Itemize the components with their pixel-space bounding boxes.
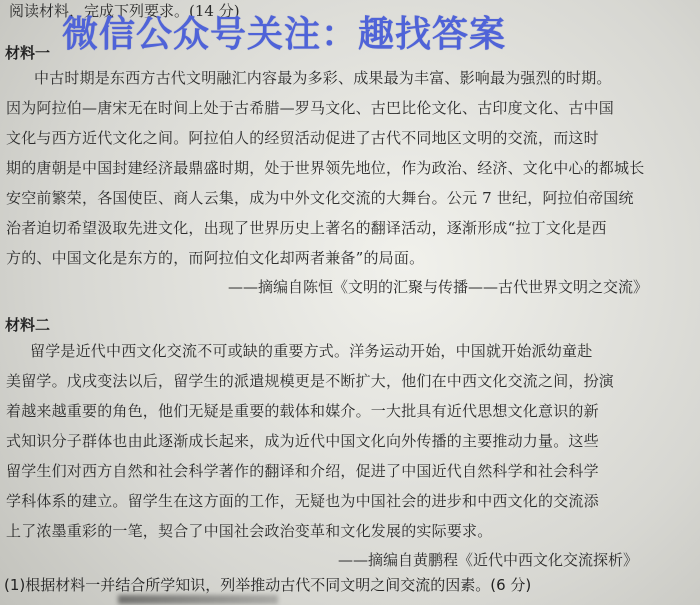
material2-line: 留学生们对西方自然和社会科学著作的翻译和介绍，促进了中国近代自然科学和社会科学 [6, 462, 599, 480]
material1-label: 材料一 [5, 44, 51, 62]
material2-line: 留学是近代中西文化交流不可或缺的重要方式。洋务运动开始，中国就开始派幼童赴 [30, 342, 593, 360]
material1-line: 中古时期是东西方古代文明融汇内容最为多彩、成果最为丰富、影响最为强烈的时期。 [34, 69, 612, 87]
material2-line: 着越来越重要的角色，他们无疑是重要的载体和媒介。一大批具有近代思想文化意识的新 [6, 402, 599, 420]
handwriting-smudge [118, 595, 278, 604]
material2-label: 材料二 [5, 316, 51, 334]
material2-line: 式知识分子群体也由此逐渐成长起来，成为近代中国文化向外传播的主要推动力量。这些 [6, 432, 599, 450]
material2-source: ——摘编自黄鹏程《近代中西文化交流探析》 [338, 551, 639, 569]
material2-line: 美留学。戊戌变法以后，留学生的派遣规模更是不断扩大，他们在中西文化交流之间，扮演 [6, 372, 615, 390]
material1-line: 治者迫切希望汲取先进文化，出现了世界历史上著名的翻译活动，逐渐形成“拉丁文化是西 [6, 219, 607, 237]
material1-line: 期的唐朝是中国封建经济最鼎盛时期，处于世界领先地位，作为政治、经济、文化中心的都城长 [6, 159, 645, 177]
watermark-text: 微信公众号关注：趣找答案 [62, 14, 507, 55]
question-instruction: 阅读材料，完成下列要求。(14 分) [9, 2, 240, 20]
material1-line: 方的、中国文化是东方的，而阿拉伯文化却两者兼备”的局面。 [6, 249, 425, 267]
material1-line: 因为阿拉伯—唐宋无在时间上处于古希腊—罗马文化、古巴比伦文化、古印度文化、古中国 [6, 99, 615, 117]
material1-source: ——摘编自陈恒《文明的汇聚与传播——古代世界文明之交流》 [228, 278, 649, 296]
question-1: (1)根据材料一并结合所学知识，列举推动古代不同文明之间交流的因素。(6 分) [4, 576, 532, 594]
material1-line: 文化与西方近代文化之间。阿拉伯人的经贸活动促进了古代不同地区文明的交流，而这时 [6, 129, 599, 147]
material2-line: 上了浓墨重彩的一笔，契合了中国社会政治变革和文化发展的实际要求。 [6, 522, 493, 540]
material1-line: 安空前繁荣，各国使臣、商人云集，成为中外文化交流的大舞台。公元 7 世纪，阿拉伯帝国统 [6, 189, 634, 207]
material2-line: 学科体系的建立。留学生在这方面的工作，无疑也为中国社会的进步和中西文化的交流添 [6, 492, 599, 510]
